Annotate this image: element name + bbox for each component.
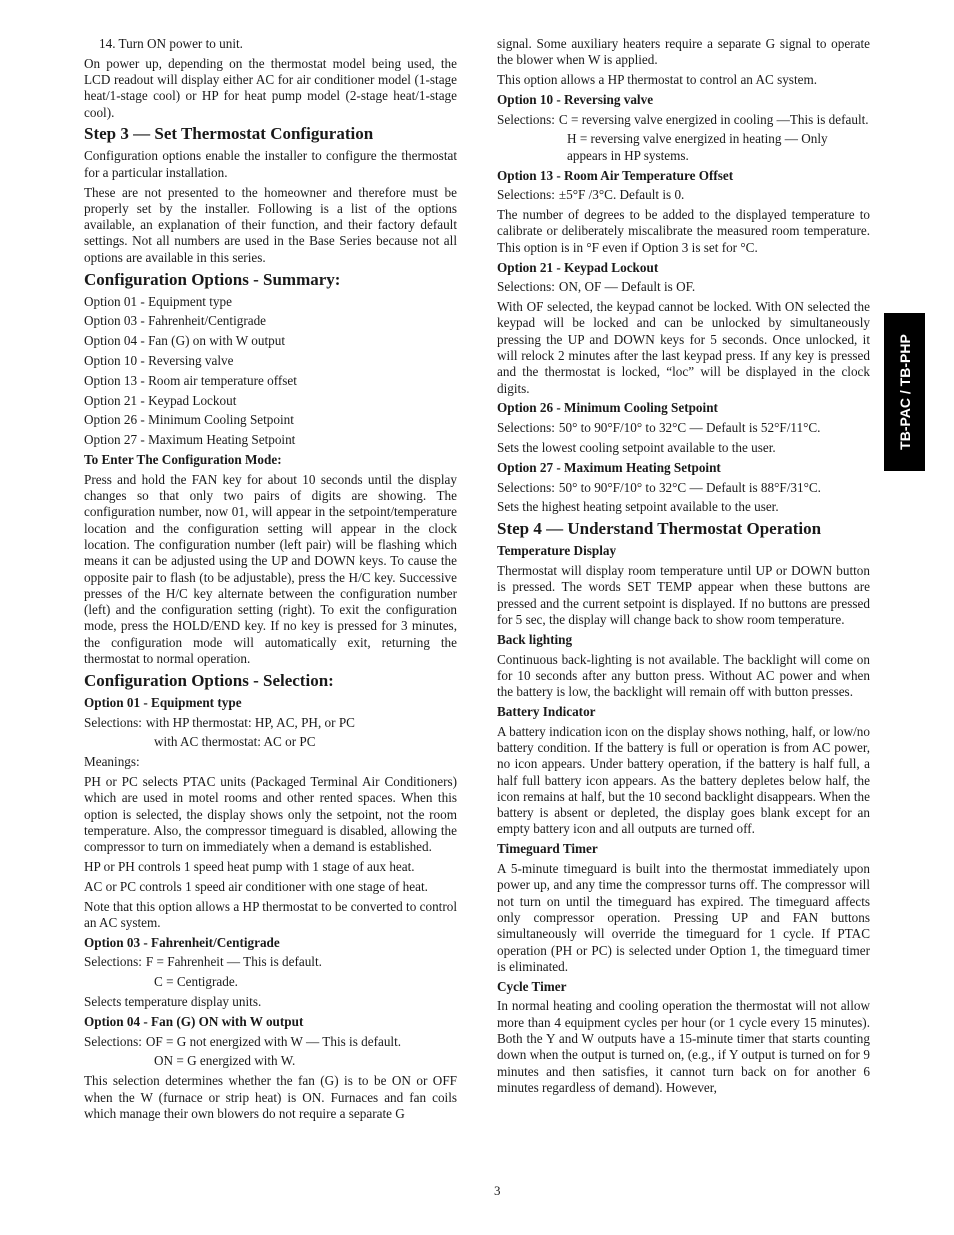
summary-item: Option 13 ‑ Room air temperature offset <box>84 372 297 388</box>
paragraph-config-detail: These are not presented to the homeowner and therefore must be properly set by the installer. Following is a list of the options available, an explanation of their function, and their factory default settings. Not all numbers are used in the Base Series because not all options are available in this series. <box>84 184 457 265</box>
meanings-label: Meanings: <box>84 754 140 770</box>
paragraph-option-13: The number of degrees to be added to the displayed temperature to calibrate or deliberately miscalibrate the measured room temperature. This option is in °F even if Option 3 is set for °C. <box>497 207 870 255</box>
paragraph-option-26: Sets the lowest cooling setpoint available to the user. <box>497 440 776 456</box>
option-21-value-1: ON, OF — Default is OF. <box>558 279 696 295</box>
paragraph-option-27: Sets the highest heating setpoint available to the user. <box>497 499 779 515</box>
selections-label: Selections: <box>84 954 142 970</box>
heading-option-01: Option 01 ‑ Equipment type <box>84 694 242 710</box>
selections-label: Selections: <box>497 187 555 203</box>
heading-battery-indicator: Battery Indicator <box>497 703 596 719</box>
step-14: 14. Turn ON power to unit. <box>99 36 243 51</box>
page-number: 3 <box>494 1183 501 1198</box>
option-10-value-2: H = reversing valve energized in heating — Only appears in HP systems. <box>567 131 828 163</box>
paragraph-back-lighting: Continuous back‑lighting is not available. The backlight will come on for 10 seconds after any button press. Without AC power and when the battery is low, the backlight will remain off with button presses. <box>497 651 870 700</box>
option-03-value-1: F = Fahrenheit — This is default. <box>145 954 322 970</box>
heading-option-26: Option 26 ‑ Minimum Cooling Setpoint <box>497 400 718 416</box>
selections-label: Selections: <box>497 420 555 436</box>
option-03-value-2: C = Centigrade. <box>154 974 238 990</box>
side-tab-label: TB‑PAC / TB‑PHP <box>896 334 913 450</box>
selections-label: Selections: <box>497 279 555 295</box>
option-26-value-1: 50° to 90°F/10° to 32°C — Default is 52°F/11°C. <box>558 420 821 436</box>
paragraph-battery-indicator: A battery indication icon on the display shows nothing, half, or low/no battery condition. If the battery is full or operation is from AC power, no icon appears. Under battery operation, if the battery is half full, a half full battery icon appears. As the battery depletes below half, the icon remains at half, but the 10 second backlight disappears. When the battery is absent or depleted, the display goes blank except for an empty battery icon and all outputs are turned off. <box>497 723 870 837</box>
paragraph-continued: signal. Some auxiliary heaters require a separate G signal to operate the blower when W is applied. <box>497 36 870 68</box>
paragraph-temperature-display: Thermostat will display room temperature until UP or DOWN button is pressed. The words SET TEMP appear when these buttons are pressed and the current setpoint is displayed. If no buttons are pressed for 5 sec, the display will change back to show room temperature. <box>497 563 870 627</box>
paragraph-option-21: With OF selected, the keypad cannot be locked. With ON selected the keypad will be locked and can be unlocked by simultaneously pressing the UP and DOWN keys for 5 seconds. Once unlocked, it will relock 2 minutes after the last keypad press. If any key is pressed and the thermostat is locked, “loc” will be displayed in the clock digits. <box>497 299 870 396</box>
summary-item: Option 26 ‑ Minimum Cooling Setpoint <box>84 412 294 428</box>
heading-step-4: Step 4 — Understand Thermostat Operation <box>497 519 822 539</box>
option-13-value-1: ±5°F /3°C. Default is 0. <box>558 187 685 203</box>
paragraph-power-up: On power up, depending on the thermostat model being used, the LCD readout will display either AC for air conditioner model (1‑stage heat/1‑stage cool) or HP for heat pump model (2‑stage heat/1‑stage cool). <box>84 55 457 120</box>
heading-options-selection: Configuration Options ‑ Selection: <box>84 670 334 690</box>
heading-step-3: Step 3 — Set Thermostat Configuration <box>84 124 374 144</box>
summary-list <box>84 294 457 449</box>
summary-item: Option 03 ‑ Fahrenheit/Centigrade <box>84 313 267 329</box>
heading-option-10: Option 10 ‑ Reversing valve <box>497 91 654 107</box>
selections-label: Selections: <box>497 111 555 127</box>
paragraph-timeguard-timer: A 5‑minute timeguard is built into the thermostat immediately upon power up, and any time the compressor turns off. The compressor will not turn on until the timeguard has expired. The timeguard affects only compressor operation. Pressing UP and FAN buttons simultaneously will override the timeguard for 1 cycle. If PTAC operation (PH or PC) is selected under Option 1, the timeguard timer is eliminated. <box>497 861 870 974</box>
heading-back-lighting: Back lighting <box>497 631 573 647</box>
option-26-selections <box>497 420 870 436</box>
heading-options-summary: Configuration Options ‑ Summary: <box>84 269 341 289</box>
option-13-selections <box>497 187 870 203</box>
paragraph-hp-ph: HP or PH controls 1 speed heat pump with 1 stage of aux heat. <box>84 858 415 874</box>
option-01-value-1: with HP thermostat: HP, AC, PH, or PC <box>145 714 355 730</box>
option-27-selections <box>497 480 870 496</box>
paragraph-allows: This option allows a HP thermostat to control an AC system. <box>497 72 818 88</box>
summary-item: Option 01 ‑ Equipment type <box>84 293 232 309</box>
summary-item: Option 21 ‑ Keypad Lockout <box>84 392 237 408</box>
summary-item: Option 04 ‑ Fan (G) on with W output <box>84 333 285 349</box>
heading-enter-config: To Enter The Configuration Mode: <box>84 451 282 467</box>
selections-label: Selections: <box>84 714 142 730</box>
paragraph-ph-pc: PH or PC selects PTAC units (Packaged Terminal Air Conditioners) which are used in motel rooms and other rented spaces. When this option is selected, the display shows only the setpoint, not the room temperature. Also, the compressor timeguard is disabled, allowing the compressor to turn on immediately when a demand is established. <box>84 773 457 855</box>
paragraph-ac-pc: AC or PC controls 1 speed air conditioner with one stage of heat. <box>84 878 428 894</box>
option-10-value-1: C = reversing valve energized in cooling —This is default. <box>558 111 869 127</box>
option-01-value-2: with AC thermostat: AC or PC <box>154 734 316 750</box>
summary-item: Option 27 ‑ Maximum Heating Setpoint <box>84 432 296 448</box>
heading-option-13: Option 13 ‑ Room Air Temperature Offset <box>497 167 734 183</box>
heading-option-03: Option 03 ‑ Fahrenheit/Centigrade <box>84 934 280 950</box>
paragraph-cycle-timer: In normal heating and cooling operation the thermostat will not allow more than 4 equipment cycles per hour (or 1 cycle every 15 minutes). Both the Y and W outputs have a 15‑minute timer that starts counting down when the output is turned on, (e.g., if Y output is turned on for 9 minutes and then satisfies, it cannot turn back on for another 6 minutes regardless of demand). However, <box>497 998 870 1095</box>
option-01-selections <box>84 715 457 731</box>
heading-temperature-display: Temperature Display <box>497 543 617 559</box>
option-10-selections <box>497 112 870 128</box>
heading-timeguard-timer: Timeguard Timer <box>497 841 598 857</box>
summary-item: Option 10 ‑ Reversing valve <box>84 352 234 368</box>
heading-option-21: Option 21 ‑ Keypad Lockout <box>497 259 659 275</box>
left-column <box>84 36 457 1126</box>
heading-cycle-timer: Cycle Timer <box>497 978 567 994</box>
side-tab <box>884 313 925 471</box>
option-04-value-2: ON = G energized with W. <box>154 1053 296 1069</box>
paragraph-note: Note that this option allows a HP thermostat to be converted to control an AC system. <box>84 898 457 930</box>
option-03-selections <box>84 954 457 970</box>
paragraph-option-03: Selects temperature display units. <box>84 994 262 1010</box>
selections-label: Selections: <box>84 1033 142 1049</box>
option-27-value-1: 50° to 90°F/10° to 32°C — Default is 88°F/31°C. <box>558 479 821 495</box>
option-21-selections <box>497 279 870 295</box>
paragraph-config-intro: Configuration options enable the installer to configure the thermostat for a particular installation. <box>84 148 457 180</box>
paragraph-enter-config: Press and hold the FAN key for about 10 seconds until the display changes so that only two pairs of digits are showing. The configuration number, now 01, will appear in the setpoint/temperature location and the configuration setting will appear in the clock location. The configuration number (left pair) will be flashing which means it can be adjusted using the UP and DOWN keys. To cause the opposite pair to flash (to be adjustable), press the H/C key. Successive presses of the H/C key alternate between the configuration number (left) and the configuration setting (right). To exit the configuration mode, press the HOLD/END key. If no key is pressed for 3 minutes, the configuration mode will automatically exit, returning the thermostat to normal operation. <box>84 471 457 666</box>
option-04-value-1: OF = G not energized with W — This is default. <box>145 1033 402 1049</box>
option-04-selections <box>84 1034 457 1050</box>
right-column <box>497 36 870 1100</box>
selections-label: Selections: <box>497 479 555 495</box>
heading-option-27: Option 27 ‑ Maximum Heating Setpoint <box>497 459 721 475</box>
heading-option-04: Option 04 ‑ Fan (G) ON with W output <box>84 1013 304 1029</box>
paragraph-option-04: This selection determines whether the fan (G) is to be ON or OFF when the W (furnace or strip heat) is ON. Furnaces and fan coils which manage their own blowers do not require a separate G <box>84 1073 457 1121</box>
